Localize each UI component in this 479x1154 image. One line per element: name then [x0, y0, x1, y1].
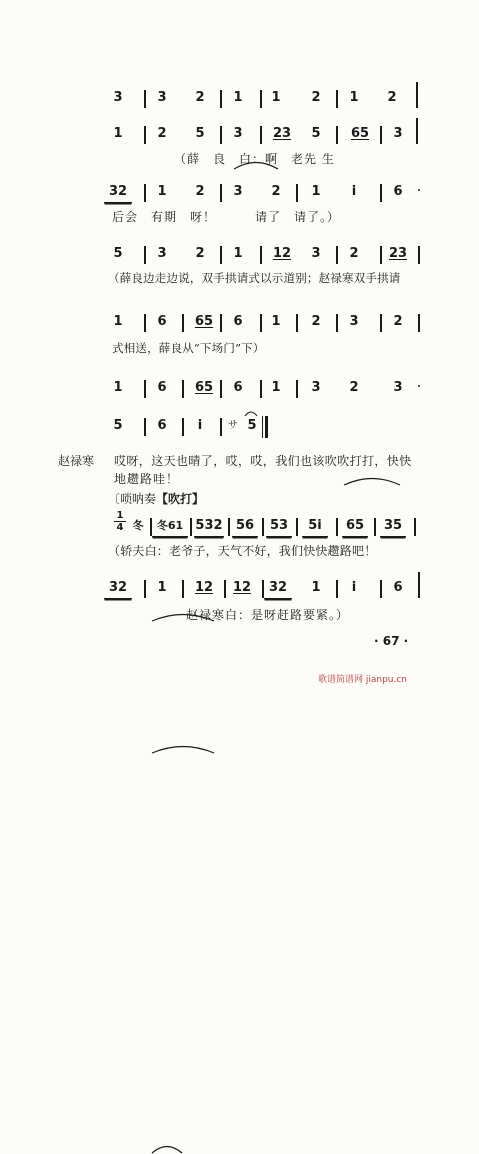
note: 5 [113, 246, 123, 261]
note: 3 [233, 184, 243, 199]
note: 3 [311, 246, 321, 261]
music-row-9 [0, 578, 479, 602]
note: i [351, 580, 357, 595]
note: 1 [233, 246, 243, 261]
fermata-mark: サ [228, 420, 238, 431]
note-sixteenth-pair: 32 [264, 578, 292, 599]
note: 1 [271, 380, 281, 395]
double-bar-line [262, 416, 268, 438]
note: 2 [311, 314, 321, 329]
music-row-3 [0, 182, 479, 206]
music-row-7 [0, 416, 479, 440]
note: 5 [247, 418, 257, 433]
music-row-6 [0, 378, 479, 402]
note-group: 5i [302, 516, 328, 537]
bar-line [418, 314, 420, 332]
note-group: 65 [342, 516, 368, 537]
note: 3 [233, 126, 243, 141]
bar-line [374, 518, 376, 536]
speech-line: 哎呀，这天也晴了，哎，哎，我们也该吹吹打打，快快 [114, 454, 412, 468]
slur-mark [150, 742, 216, 754]
note: 1 [311, 580, 321, 595]
note-eighth-pair: 12 [272, 246, 292, 261]
stage-direction: （薛良边走边说，双手拱请式以示道别；赵禄寒双手拱请 [108, 271, 401, 285]
note: 2 [311, 90, 321, 105]
note: 6 [233, 314, 243, 329]
note-sixteenth-pair: 32 [104, 578, 132, 599]
note: 3 [393, 126, 403, 141]
note: 3 [311, 380, 321, 395]
note: 3 [349, 314, 359, 329]
slur-mark [342, 474, 402, 486]
note: 2 [195, 184, 205, 199]
note: i [197, 418, 203, 433]
note-group: 532 [194, 516, 224, 537]
note-eighth-pair: 12 [232, 580, 252, 595]
note-group: 53 [266, 516, 292, 537]
note-eighth-pair: 23 [388, 246, 408, 261]
dialogue-line: （薛 良 白：啊 老先 生 [174, 152, 335, 166]
note: 3 [157, 90, 167, 105]
bar-line [416, 118, 418, 144]
dot-mark [418, 385, 420, 387]
cue-text: 〔唢呐奏 [108, 492, 157, 506]
note: 2 [349, 246, 359, 261]
note: 2 [387, 90, 397, 105]
bar-line [414, 518, 416, 536]
time-signature: 1 4 [114, 510, 126, 533]
dialogue-line: （轿夫白：老爷子，天气不好，我们快快趱路吧！ [108, 544, 377, 558]
bar-line [190, 518, 192, 536]
note: 6 [157, 314, 167, 329]
cue-title: 【吹打】 [156, 492, 205, 506]
note: 6 [157, 380, 167, 395]
note: 2 [157, 126, 167, 141]
note: 1 [157, 184, 167, 199]
bar-line [416, 82, 418, 108]
note-group: 35 [380, 516, 406, 537]
note-eighth-pair: 23 [272, 126, 292, 141]
note: 1 [233, 90, 243, 105]
dot-mark [418, 189, 420, 191]
note-sixteenth-pair: 32 [104, 182, 132, 203]
fermata-arc [244, 409, 258, 417]
speech-line: 地趱路哇！ [114, 472, 180, 486]
music-cue [108, 490, 204, 507]
bar-line [336, 518, 338, 536]
note: 5 [311, 126, 321, 141]
note-eighth-pair: 65 [194, 380, 214, 395]
music-row-2 [0, 124, 479, 148]
note: 6 [393, 184, 403, 199]
note: 1 [113, 380, 123, 395]
bar-line [418, 246, 420, 264]
note-eighth-pair: 65 [350, 126, 370, 141]
note: 1 [271, 90, 281, 105]
bar-line [296, 518, 298, 536]
note: 3 [393, 380, 403, 395]
note: 1 [311, 184, 321, 199]
music-row-1 [0, 88, 479, 112]
note: 5 [195, 126, 205, 141]
note-group: 56 [232, 516, 258, 537]
note: 5 [113, 418, 123, 433]
bar-line [220, 418, 222, 436]
note-eighth-pair: 65 [194, 314, 214, 329]
bar-line [418, 572, 420, 598]
bar-line [262, 518, 264, 536]
note: 2 [195, 90, 205, 105]
music-row-5 [0, 312, 479, 336]
note: 6 [157, 418, 167, 433]
speaker-name: 赵禄寒 [58, 454, 95, 468]
note: 2 [271, 184, 281, 199]
bar-line [336, 126, 338, 144]
note: 2 [349, 380, 359, 395]
note: i [351, 184, 357, 199]
page-number: · 67 · [374, 634, 409, 648]
note: 冬 [132, 519, 144, 532]
bar-line [228, 518, 230, 536]
watermark: 歌谱简谱网 jianpu.cn [318, 675, 408, 685]
note: 2 [195, 246, 205, 261]
note: 1 [157, 580, 167, 595]
note: 2 [393, 314, 403, 329]
dialogue-line: 赵禄寒白：是呀赶路要紧。） [186, 608, 350, 622]
note: 1 [113, 126, 123, 141]
dialogue-line: 后会 有期 呀！ 请了 请了。） [112, 210, 341, 224]
note-group: 冬61 [152, 516, 188, 537]
music-row-8 [0, 510, 479, 540]
slur-mark [150, 1142, 184, 1154]
note: 1 [271, 314, 281, 329]
music-row-4 [0, 244, 479, 268]
note: 6 [393, 580, 403, 595]
note: 6 [233, 380, 243, 395]
note: 3 [157, 246, 167, 261]
note: 1 [349, 90, 359, 105]
note-eighth-pair: 12 [194, 580, 214, 595]
note: 3 [113, 90, 123, 105]
note: 1 [113, 314, 123, 329]
stage-direction: 式相送，薛良从“下场门”下） [112, 341, 265, 355]
